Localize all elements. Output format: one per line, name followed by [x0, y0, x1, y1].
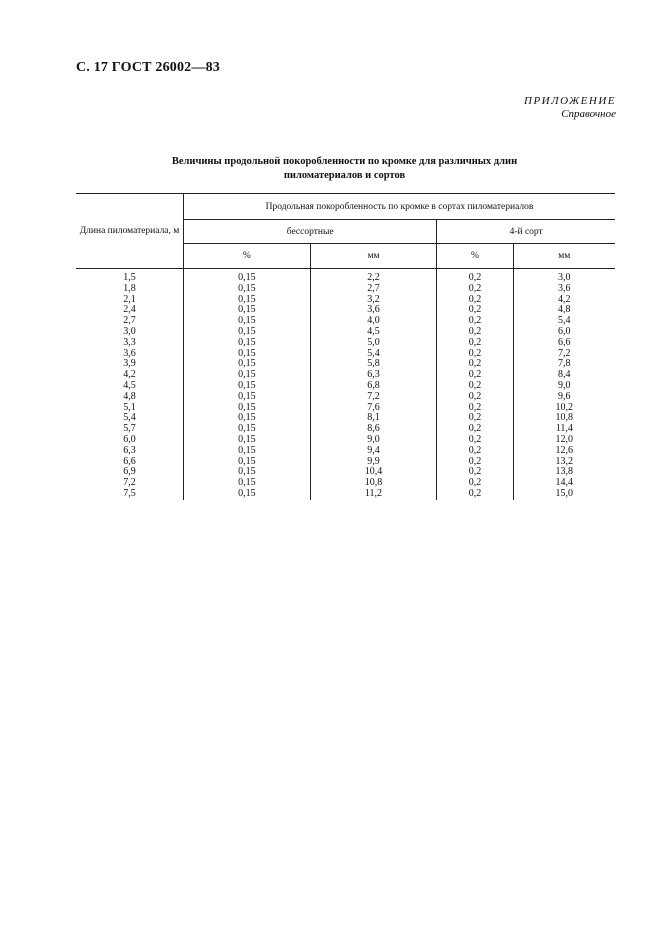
- cell-grade4-pct: 0,2: [437, 295, 513, 306]
- cell-grade4-pct: 0,2: [437, 370, 513, 381]
- appendix-label: [524, 95, 616, 121]
- cell-unsorted-pct: 0,15: [184, 392, 311, 403]
- cell-grade4-mm: 12,0: [513, 435, 615, 446]
- cell-unsorted-pct: 0,15: [184, 316, 311, 327]
- table-row: [76, 446, 615, 457]
- table-row: [76, 413, 615, 424]
- cell-grade4-mm: 14,4: [513, 478, 615, 489]
- table-row: [76, 316, 615, 327]
- cell-unsorted-mm: 5,0: [310, 338, 437, 349]
- table-row: [76, 295, 615, 306]
- cell-length: 4,2: [123, 369, 136, 381]
- cell-grade4-pct: 0,2: [437, 424, 513, 435]
- cell-unsorted-mm: 9,0: [310, 435, 437, 446]
- cell-unsorted-mm: 9,9: [310, 457, 437, 468]
- warp-table: [76, 193, 615, 500]
- cell-grade4-pct: 0,2: [437, 305, 513, 316]
- cell-grade4-pct: 0,2: [437, 435, 513, 446]
- cell-unsorted-pct: 0,15: [184, 370, 311, 381]
- cell-grade4-mm: 15,0: [513, 489, 615, 500]
- unit-pct-header: %: [437, 244, 513, 269]
- cell-unsorted-mm: 10,4: [310, 467, 437, 478]
- cell-unsorted-pct: 0,15: [184, 349, 311, 360]
- cell-length: 7,2: [123, 477, 136, 489]
- cell-length: 3,0: [123, 325, 136, 337]
- cell-length: 4,8: [123, 390, 136, 402]
- table-row: [76, 327, 615, 338]
- cell-grade4-mm: 10,8: [513, 413, 615, 424]
- cell-grade4-mm: 7,8: [513, 359, 615, 370]
- cell-grade4-mm: 4,8: [513, 305, 615, 316]
- cell-unsorted-pct: 0,15: [184, 327, 311, 338]
- cell-unsorted-pct: 0,15: [184, 457, 311, 468]
- cell-length: 2,7: [123, 315, 136, 327]
- table-row: [76, 457, 615, 468]
- cell-unsorted-mm: 3,2: [310, 295, 437, 306]
- grade-4-header: 4-й сорт: [437, 220, 615, 244]
- table-row: [76, 478, 615, 489]
- table-row: [76, 349, 615, 360]
- cell-length: 7,5: [123, 487, 136, 499]
- cell-length: 5,1: [123, 401, 136, 413]
- cell-length: 3,3: [123, 336, 136, 348]
- cell-grade4-pct: 0,2: [437, 467, 513, 478]
- cell-length: 6,6: [123, 455, 136, 467]
- table-row: [76, 338, 615, 349]
- cell-unsorted-pct: 0,15: [184, 295, 311, 306]
- table-row: [76, 392, 615, 403]
- unit-pct-header: %: [184, 244, 311, 269]
- cell-unsorted-pct: 0,15: [184, 338, 311, 349]
- table-title: [76, 155, 613, 183]
- cell-length: 2,4: [123, 304, 136, 316]
- cell-unsorted-pct: 0,15: [184, 435, 311, 446]
- cell-unsorted-pct: 0,15: [184, 424, 311, 435]
- table-row: [76, 381, 615, 392]
- cell-grade4-mm: 10,2: [513, 403, 615, 414]
- cell-grade4-mm: 6,0: [513, 327, 615, 338]
- appendix-title: ПРИЛОЖЕНИЕ: [524, 95, 616, 107]
- table-row: [76, 359, 615, 370]
- cell-grade4-pct: 0,2: [437, 316, 513, 327]
- cell-grade4-mm: 12,6: [513, 446, 615, 457]
- cell-grade4-mm: 3,0: [513, 269, 615, 284]
- cell-unsorted-mm: 11,2: [310, 489, 437, 500]
- cell-unsorted-mm: 5,4: [310, 349, 437, 360]
- appendix-subtitle: Справочное: [561, 108, 616, 120]
- cell-unsorted-mm: 8,6: [310, 424, 437, 435]
- cell-unsorted-mm: 4,5: [310, 327, 437, 338]
- cell-length: 1,8: [123, 282, 136, 294]
- cell-length: 3,6: [123, 347, 136, 359]
- table-row: [76, 370, 615, 381]
- cell-unsorted-pct: 0,15: [184, 446, 311, 457]
- cell-grade4-mm: 6,6: [513, 338, 615, 349]
- cell-grade4-mm: 5,4: [513, 316, 615, 327]
- col-length-header: Длина пиломатериала, м: [76, 194, 184, 269]
- table-row: [76, 269, 615, 284]
- cell-grade4-pct: 0,2: [437, 359, 513, 370]
- cell-grade4-pct: 0,2: [437, 338, 513, 349]
- table-row: [76, 489, 615, 500]
- cell-length: 6,9: [123, 466, 136, 478]
- group-header: Продольная покоробленность по кромке в сортах пиломатериалов: [184, 194, 616, 220]
- cell-unsorted-pct: 0,15: [184, 269, 311, 284]
- cell-grade4-pct: 0,2: [437, 478, 513, 489]
- cell-unsorted-pct: 0,15: [184, 305, 311, 316]
- cell-unsorted-mm: 5,8: [310, 359, 437, 370]
- cell-unsorted-mm: 2,7: [310, 284, 437, 295]
- table-row: [76, 467, 615, 478]
- cell-length: 2,1: [123, 293, 136, 305]
- cell-length: 3,9: [123, 358, 136, 370]
- cell-unsorted-mm: 6,3: [310, 370, 437, 381]
- cell-grade4-mm: 11,4: [513, 424, 615, 435]
- cell-unsorted-mm: 4,0: [310, 316, 437, 327]
- cell-grade4-mm: 8,4: [513, 370, 615, 381]
- cell-grade4-mm: 4,2: [513, 295, 615, 306]
- cell-grade4-pct: 0,2: [437, 413, 513, 424]
- table-title-line-2: пиломатериалов и сортов: [283, 170, 406, 181]
- cell-grade4-pct: 0,2: [437, 489, 513, 500]
- table-row: [76, 424, 615, 435]
- unit-mm-header: мм: [513, 244, 615, 269]
- cell-grade4-pct: 0,2: [437, 269, 513, 284]
- cell-grade4-pct: 0,2: [437, 381, 513, 392]
- cell-grade4-pct: 0,2: [437, 403, 513, 414]
- cell-unsorted-pct: 0,15: [184, 359, 311, 370]
- cell-grade4-pct: 0,2: [437, 392, 513, 403]
- table-row: [76, 284, 615, 295]
- table-row: [76, 403, 615, 414]
- cell-length: 6,3: [123, 444, 136, 456]
- cell-unsorted-pct: 0,15: [184, 403, 311, 414]
- cell-unsorted-pct: 0,15: [184, 478, 311, 489]
- cell-unsorted-mm: 7,2: [310, 392, 437, 403]
- cell-unsorted-pct: 0,15: [184, 381, 311, 392]
- page-header: С. 17 ГОСТ 26002—83: [76, 60, 220, 75]
- cell-unsorted-mm: 7,6: [310, 403, 437, 414]
- cell-unsorted-mm: 9,4: [310, 446, 437, 457]
- cell-length: 5,4: [123, 412, 136, 424]
- cell-unsorted-pct: 0,15: [184, 413, 311, 424]
- table-title-line-1: Величины продольной покоробленности по кромке для различных длин: [171, 156, 518, 167]
- cell-grade4-pct: 0,2: [437, 457, 513, 468]
- table-body: [76, 269, 615, 500]
- cell-grade4-mm: 7,2: [513, 349, 615, 360]
- cell-grade4-pct: 0,2: [437, 446, 513, 457]
- cell-unsorted-mm: 6,8: [310, 381, 437, 392]
- cell-unsorted-mm: 8,1: [310, 413, 437, 424]
- cell-grade4-mm: 3,6: [513, 284, 615, 295]
- table-row: [76, 435, 615, 446]
- cell-length: 4,5: [123, 379, 136, 391]
- unit-mm-header: мм: [310, 244, 437, 269]
- grade-unsorted-header: бессортные: [184, 220, 437, 244]
- cell-length: 6,0: [123, 433, 136, 445]
- cell-grade4-pct: 0,2: [437, 327, 513, 338]
- cell-length: 5,7: [123, 423, 136, 435]
- cell-grade4-pct: 0,2: [437, 284, 513, 295]
- table-row: [76, 305, 615, 316]
- cell-unsorted-pct: 0,15: [184, 467, 311, 478]
- cell-unsorted-mm: 10,8: [310, 478, 437, 489]
- cell-unsorted-pct: 0,15: [184, 284, 311, 295]
- cell-length: 1,5: [123, 272, 136, 283]
- cell-grade4-mm: 9,0: [513, 381, 615, 392]
- cell-grade4-mm: 9,6: [513, 392, 615, 403]
- cell-grade4-mm: 13,2: [513, 457, 615, 468]
- cell-grade4-mm: 13,8: [513, 467, 615, 478]
- cell-unsorted-mm: 3,6: [310, 305, 437, 316]
- cell-unsorted-mm: 2,2: [310, 269, 437, 284]
- cell-grade4-pct: 0,2: [437, 349, 513, 360]
- cell-unsorted-pct: 0,15: [184, 489, 311, 500]
